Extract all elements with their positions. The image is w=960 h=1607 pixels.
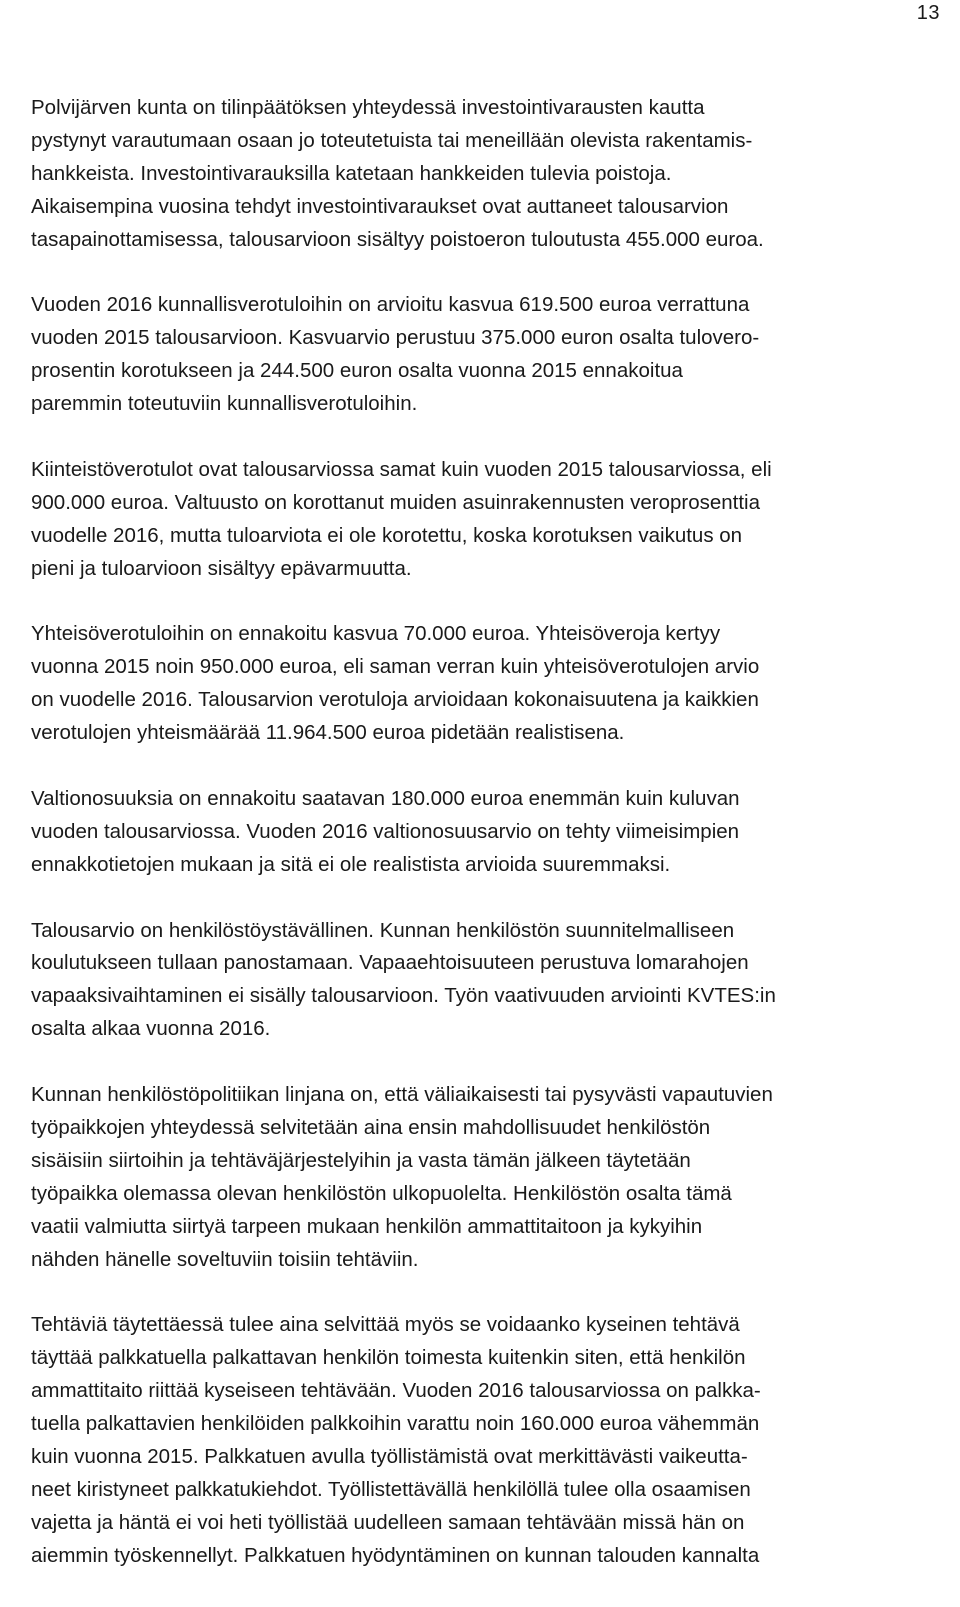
text-line: ennakkotietojen mukaan ja sitä ei ole realistista arvioida suuremmaksi. [31,852,671,876]
text-line: Yhteisöverotuloihin on ennakoitu kasvua 70.000 euroa. Yhteisöveroja kertyy [31,622,721,646]
text-line: vaatii valmiutta siirtyä tarpeen mukaan henkilön ammattitaitoon ja kykyihin [31,1214,703,1238]
text-line: sisäisiin siirtoihin ja tehtäväjärjestelyihin ja vasta tämän jälkeen täytetään [31,1148,691,1172]
paragraph-gap [31,1046,931,1079]
page-number: 13 [916,2,940,24]
text-line: hankkeista. Investointivarauksilla katetaan hankkeiden tulevia poistoja. [31,161,672,185]
text-line: Tehtäviä täytettäessä tulee aina selvittää myös se voidaanko kyseinen tehtävä [31,1313,740,1337]
paragraph-gap [31,882,931,915]
paragraph-staff-friendly [31,915,931,1047]
paragraph-wage-subsidy [31,1309,931,1572]
text-line: työpaikka olemassa olevan henkilöstön ulkopuolelta. Henkilöstön osalta tämä [31,1181,732,1205]
paragraph-gap [31,1277,931,1310]
text-line: nähden hänelle soveltuviin toisiin tehtäviin. [31,1247,419,1271]
text-line: pieni ja tuloarvioon sisältyy epävarmuutta. [31,556,412,580]
paragraph-staff-policy [31,1079,931,1276]
text-line: kuin vuonna 2015. Palkkatuen avulla työllistämistä ovat merkittävästi vaikeutta- [31,1445,748,1469]
text-line: pystynyt varautumaan osaan jo toteutetuista tai meneillään olevista rakentamis- [31,128,753,152]
text-line: vajetta ja häntä ei voi heti työllistää uudelleen samaan tehtävään missä hän on [31,1510,745,1534]
text-line: on vuodelle 2016. Talousarvion verotuloja arvioidaan kokonaisuutena ja kaikkien [31,688,759,712]
text-line: Talousarvio on henkilöstöystävällinen. Kunnan henkilöstön suunnitelmalliseen [31,918,735,942]
text-line: tasapainottamisessa, talousarvioon sisältyy poistoeron tuloutusta 455.000 euroa. [31,227,764,251]
text-line: 900.000 euroa. Valtuusto on korottanut muiden asuinrakennusten veroprosenttia [31,490,761,514]
text-line: aiemmin työskennellyt. Palkkatuen hyödyntäminen on kunnan talouden kannalta [31,1543,760,1567]
paragraph-property-tax [31,454,931,586]
text-line: verotulojen yhteismäärää 11.964.500 euroa pidetään realistisena. [31,721,625,745]
text-line: prosentin korotukseen ja 244.500 euron osalta vuonna 2015 ennakoitua [31,359,683,383]
text-line: vuodelle 2016, mutta tuloarviota ei ole korotettu, koska korotuksen vaikutus on [31,523,743,547]
paragraph-gap [31,586,931,619]
text-line: Polvijärven kunta on tilinpäätöksen yhteydessä investointivarausten kautta [31,96,705,119]
paragraph-state-subsidies [31,783,931,882]
document-body [31,92,931,1573]
text-line: Kunnan henkilöstöpolitiikan linjana on, että väliaikaisesti tai pysyvästi vapautuvien [31,1083,773,1107]
text-line: vuoden talousarviossa. Vuoden 2016 valtionosuusarvio on tehty viimeisimpien [31,819,740,843]
paragraph-investment-reserves [31,92,931,257]
text-line: vapaaksivaihtaminen ei sisälly talousarvioon. Työn vaativuuden arviointi KVTES:in [31,984,776,1008]
text-line: Aikaisempina vuosina tehdyt investointivaraukset ovat auttaneet talousarvion [31,194,729,218]
paragraph-corporate-tax [31,618,931,750]
text-line: paremmin toteutuviin kunnallisverotuloihin. [31,392,418,416]
paragraph-gap [31,750,931,783]
text-line: tuella palkattavien henkilöiden palkkoihin varattu noin 160.000 euroa vähemmän [31,1412,760,1436]
text-line: Kiinteistöverotulot ovat talousarviossa samat kuin vuoden 2015 talousarviossa, eli [31,457,772,481]
text-line: neet kiristyneet palkkatukiehdot. Työllistettävällä henkilöllä tulee olla osaamisen [31,1477,751,1501]
text-line: vuoden 2015 talousarvioon. Kasvuarvio perustuu 375.000 euron osalta tulovero- [31,326,760,350]
text-line: työpaikkojen yhteydessä selvitetään aina ensin mahdollisuudet henkilöstön [31,1116,711,1139]
paragraph-gap [31,257,931,290]
text-line: koulutukseen tullaan panostamaan. Vapaaehtoisuuteen perustuva lomarahojen [31,951,749,975]
text-line: Valtionosuuksia on ennakoitu saatavan 180.000 euroa enemmän kuin kuluvan [31,786,740,810]
text-line: ammattitaito riittää kyseiseen tehtävään. Vuoden 2016 talousarviossa on palkka- [31,1379,761,1403]
text-line: osalta alkaa vuonna 2016. [31,1017,271,1041]
paragraph-municipal-tax [31,289,931,421]
text-line: täyttää palkkatuella palkattavan henkilön toimesta kuitenkin siten, että henkilön [31,1346,746,1370]
text-line: vuonna 2015 noin 950.000 euroa, eli saman verran kuin yhteisöverotulojen arvio [31,655,760,679]
text-line: Vuoden 2016 kunnallisverotuloihin on arvioitu kasvua 619.500 euroa verrattuna [31,293,750,317]
paragraph-gap [31,421,931,454]
